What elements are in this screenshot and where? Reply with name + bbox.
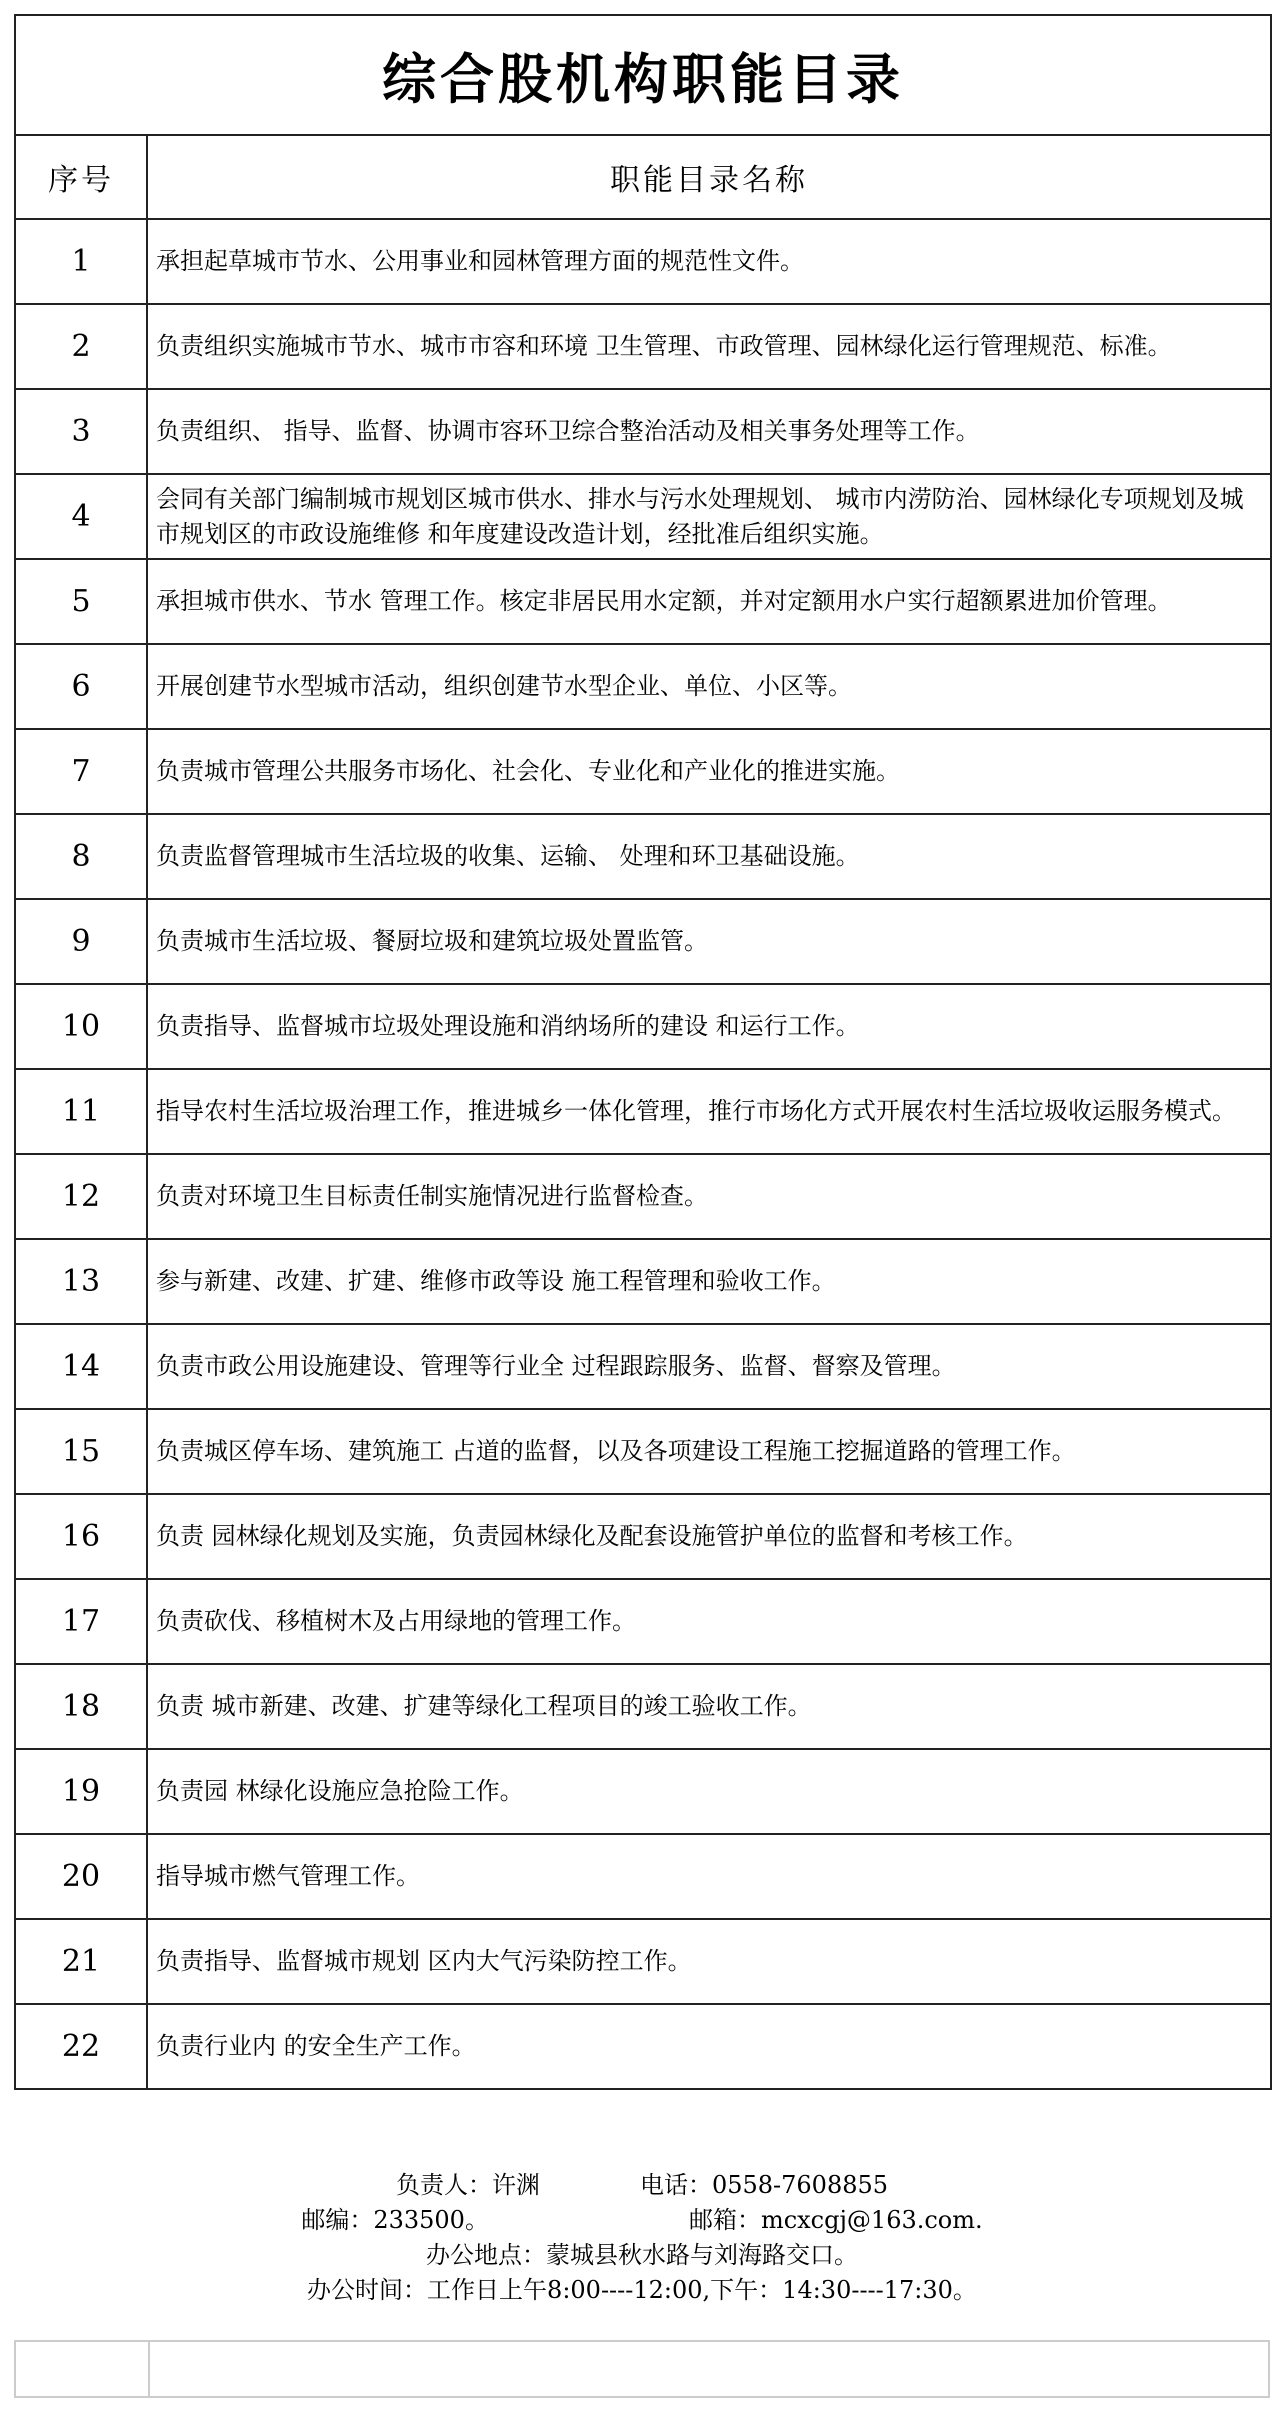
row-number: 2	[15, 304, 147, 389]
table-row	[15, 219, 1271, 304]
row-number: 5	[15, 559, 147, 644]
row-number: 14	[15, 1324, 147, 1409]
table-row	[15, 1919, 1271, 2004]
column-header-number: 序号	[15, 135, 147, 219]
row-number: 10	[15, 984, 147, 1069]
table-row	[15, 304, 1271, 389]
email-address: 邮箱：mcxcgj@163.com.	[688, 2206, 983, 2234]
table-row	[15, 389, 1271, 474]
table-row	[15, 644, 1271, 729]
function-description: 负责对环境卫生目标责任制实施情况进行监督检查。	[147, 1154, 1271, 1239]
row-number: 20	[15, 1834, 147, 1919]
row-number: 17	[15, 1579, 147, 1664]
table-row	[15, 1239, 1271, 1324]
row-number: 7	[15, 729, 147, 814]
page-title: 综合股机构职能目录	[15, 15, 1271, 135]
table-row	[15, 1154, 1271, 1239]
function-catalog-sheet	[14, 14, 1270, 2090]
phone-number: 电话：0558-7608855	[639, 2171, 889, 2199]
function-description: 负责砍伐、移植树木及占用绿地的管理工作。	[147, 1579, 1271, 1664]
table-row	[15, 1409, 1271, 1494]
function-description: 负责组织、 指导、监督、协调市容环卫综合整治活动及相关事务处理等工作。	[147, 389, 1271, 474]
function-description: 负责 城市新建、改建、扩建等绿化工程项目的竣工验收工作。	[147, 1664, 1271, 1749]
row-number: 19	[15, 1749, 147, 1834]
contact-info-footer	[14, 2148, 1270, 2322]
function-description: 承担城市供水、节水 管理工作。核定非居民用水定额，并对定额用水户实行超额累进加价管理。	[147, 559, 1271, 644]
table-row	[15, 474, 1271, 559]
table-row	[15, 1749, 1271, 1834]
row-number: 4	[15, 474, 147, 559]
function-description: 负责园 林绿化设施应急抢险工作。	[147, 1749, 1271, 1834]
postcode: 邮编：233500。	[301, 2206, 489, 2234]
function-description: 负责指导、监督城市垃圾处理设施和消纳场所的建设 和运行工作。	[147, 984, 1271, 1069]
table-row	[15, 984, 1271, 1069]
function-description: 承担起草城市节水、公用事业和园林管理方面的规范性文件。	[147, 219, 1271, 304]
function-description: 负责城市生活垃圾、餐厨垃圾和建筑垃圾处置监管。	[147, 899, 1271, 984]
table-row	[15, 899, 1271, 984]
function-description: 负责监督管理城市生活垃圾的收集、运输、 处理和环卫基础设施。	[147, 814, 1271, 899]
row-number: 11	[15, 1069, 147, 1154]
function-description: 开展创建节水型城市活动，组织创建节水型企业、单位、小区等。	[147, 644, 1271, 729]
function-description: 负责组织实施城市节水、城市市容和环境 卫生管理、市政管理、园林绿化运行管理规范、标准。	[147, 304, 1271, 389]
row-number: 15	[15, 1409, 147, 1494]
function-description: 负责市政公用设施建设、管理等行业全 过程跟踪服务、监督、督察及管理。	[147, 1324, 1271, 1409]
function-description: 参与新建、改建、扩建、维修市政等设 施工程管理和验收工作。	[147, 1239, 1271, 1324]
row-number: 12	[15, 1154, 147, 1239]
row-number: 8	[15, 814, 147, 899]
table-row	[15, 1834, 1271, 1919]
row-number: 13	[15, 1239, 147, 1324]
table-row	[15, 1069, 1271, 1154]
function-description: 负责指导、监督城市规划 区内大气污染防控工作。	[147, 1919, 1271, 2004]
table-row	[15, 1579, 1271, 1664]
office-address: 办公地点：蒙城县秋水路与刘海路交口。	[426, 2241, 858, 2269]
function-description: 指导农村生活垃圾治理工作，推进城乡一体化管理，推行市场化方式开展农村生活垃圾收运服务模式。	[147, 1069, 1271, 1154]
footer-line-contact	[14, 2168, 1270, 2203]
row-number: 21	[15, 1919, 147, 2004]
table-row	[15, 814, 1271, 899]
row-divider	[148, 2342, 150, 2396]
row-number: 1	[15, 219, 147, 304]
row-number: 6	[15, 644, 147, 729]
table-row	[15, 1664, 1271, 1749]
table-row	[15, 559, 1271, 644]
office-hours: 办公时间：工作日上午8:00----12:00,下午：14:30----17:30。	[307, 2276, 977, 2304]
function-description: 负责城区停车场、建筑施工 占道的监督，以及各项建设工程施工挖掘道路的管理工作。	[147, 1409, 1271, 1494]
table-row	[15, 1324, 1271, 1409]
row-number: 16	[15, 1494, 147, 1579]
function-description: 会同有关部门编制城市规划区城市供水、排水与污水处理规划、 城市内涝防治、园林绿化专项规划及城市规划区的市政设施维修 和年度建设改造计划，经批准后组织实施。	[147, 474, 1271, 559]
empty-bottom-row	[14, 2340, 1270, 2398]
table-row	[15, 1494, 1271, 1579]
function-catalog-table	[14, 14, 1272, 2090]
table-row	[15, 2004, 1271, 2089]
table-row	[15, 729, 1271, 814]
row-number: 22	[15, 2004, 147, 2089]
responsible-person: 负责人：许渊	[395, 2171, 540, 2199]
footer-line-postal	[14, 2203, 1270, 2238]
row-number: 18	[15, 1664, 147, 1749]
function-description: 指导城市燃气管理工作。	[147, 1834, 1271, 1919]
row-number: 3	[15, 389, 147, 474]
function-description: 负责行业内 的安全生产工作。	[147, 2004, 1271, 2089]
function-description: 负责城市管理公共服务市场化、社会化、专业化和产业化的推进实施。	[147, 729, 1271, 814]
column-header-function-name: 职能目录名称	[147, 135, 1271, 219]
function-description: 负责 园林绿化规划及实施，负责园林绿化及配套设施管护单位的监督和考核工作。	[147, 1494, 1271, 1579]
row-number: 9	[15, 899, 147, 984]
